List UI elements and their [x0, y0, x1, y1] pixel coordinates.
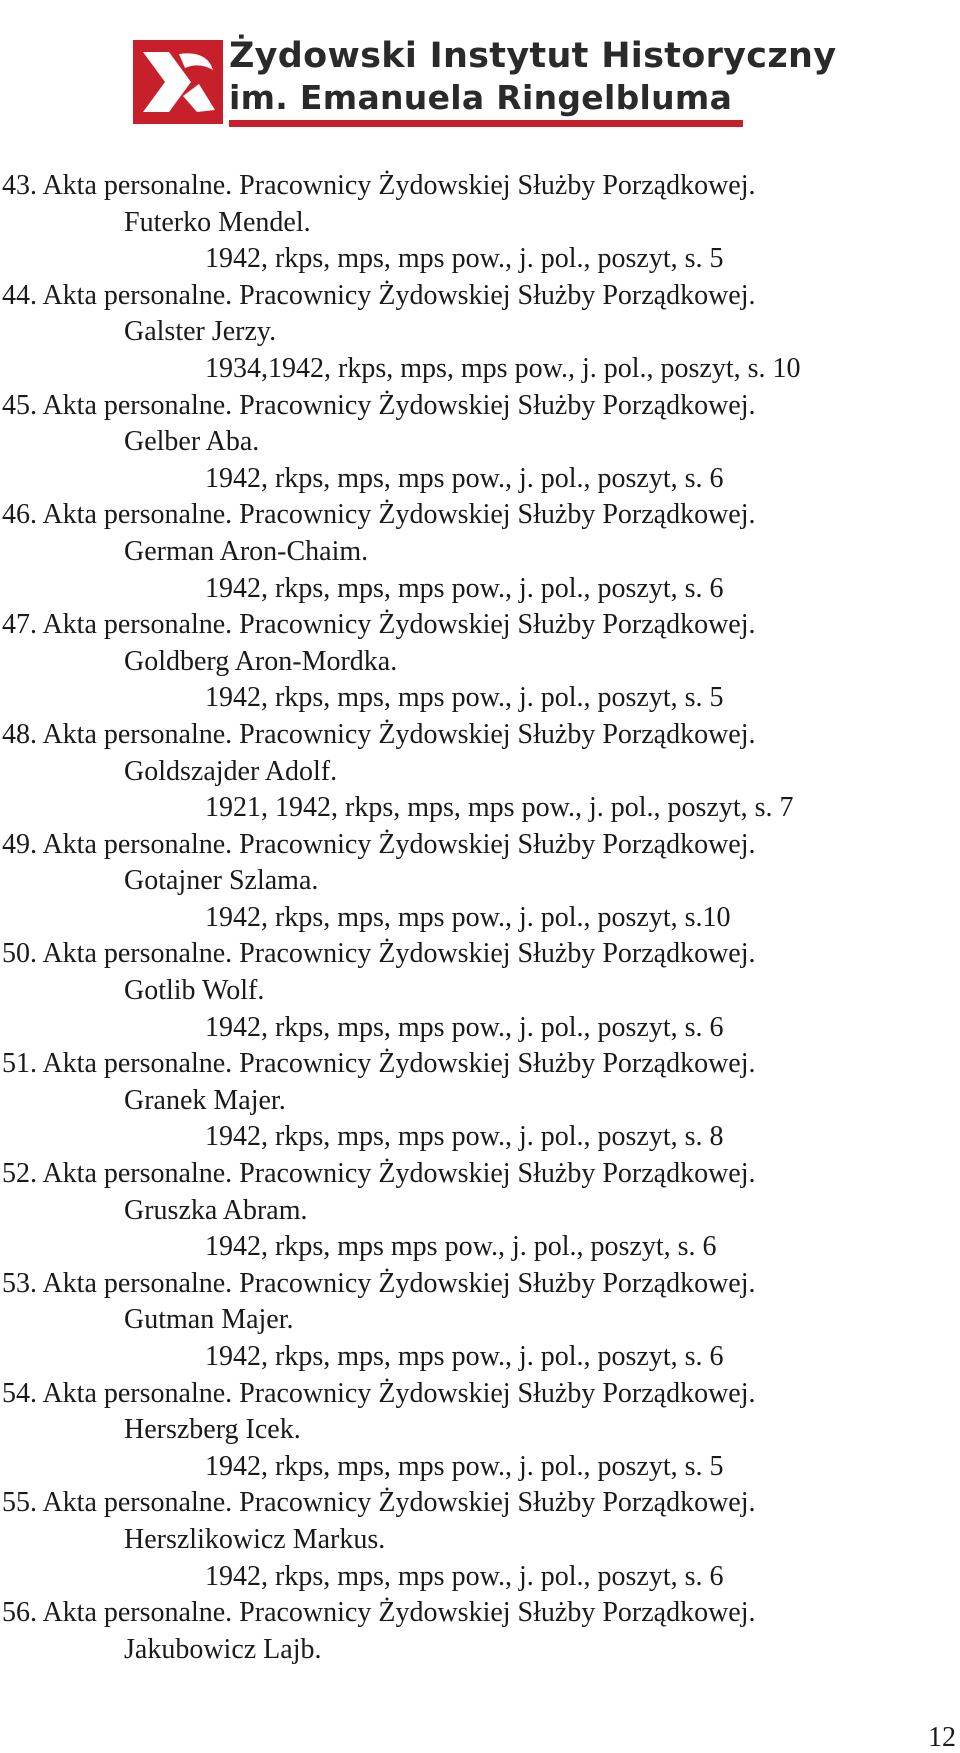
- entry-title-line: 47. Akta personalne. Pracownicy Żydowskiej Służby Porządkowej.: [2, 609, 756, 641]
- archive-entry-list: [0, 168, 960, 1668]
- archive-entry: [0, 278, 960, 388]
- entry-person-name: Herszlikowicz Markus.: [124, 1523, 386, 1555]
- entry-title-line: 53. Akta personalne. Pracownicy Żydowskiej Służby Porządkowej.: [2, 1267, 756, 1299]
- entry-description: 1921, 1942, rkps, mps, mps pow., j. pol., poszyt, s. 7: [205, 792, 794, 824]
- entry-title-line: 46. Akta personalne. Pracownicy Żydowskiej Służby Porządkowej.: [2, 499, 756, 531]
- entry-description: 1942, rkps, mps, mps pow., j. pol., poszyt, s.10: [205, 901, 731, 933]
- entry-person-name: Galster Jerzy.: [124, 316, 277, 348]
- institute-logo: [133, 36, 837, 128]
- entry-description: 1942, rkps, mps mps pow., j. pol., poszyt, s. 6: [205, 1231, 717, 1263]
- archive-entry: [0, 1266, 960, 1376]
- archive-entry: [0, 168, 960, 278]
- entry-person-name: Herszberg Icek.: [124, 1414, 301, 1446]
- entry-description: 1942, rkps, mps, mps pow., j. pol., poszyt, s. 8: [205, 1121, 724, 1153]
- entry-title-line: 48. Akta personalne. Pracownicy Żydowskiej Służby Porządkowej.: [2, 718, 756, 750]
- entry-person-name: Futerko Mendel.: [124, 206, 311, 238]
- archive-entry: [0, 497, 960, 607]
- institute-emblem-icon: [133, 40, 223, 124]
- entry-person-name: Gruszka Abram.: [124, 1194, 308, 1226]
- entry-description: 1942, rkps, mps, mps pow., j. pol., poszyt, s. 6: [205, 572, 724, 604]
- archive-entry: [0, 1156, 960, 1266]
- entry-person-name: Gotajner Szlama.: [124, 865, 319, 897]
- entry-description: 1942, rkps, mps, mps pow., j. pol., poszyt, s. 5: [205, 1450, 724, 1482]
- archive-entry: [0, 1376, 960, 1486]
- entry-title-line: 49. Akta personalne. Pracownicy Żydowskiej Służby Porządkowej.: [2, 828, 756, 860]
- entry-person-name: Granek Majer.: [124, 1084, 286, 1116]
- entry-description: 1942, rkps, mps, mps pow., j. pol., poszyt, s. 5: [205, 243, 724, 275]
- entry-person-name: German Aron-Chaim.: [124, 535, 369, 567]
- entry-title-line: 51. Akta personalne. Pracownicy Żydowskiej Służby Porządkowej.: [2, 1048, 756, 1080]
- entry-title-line: 55. Akta personalne. Pracownicy Żydowskiej Służby Porządkowej.: [2, 1487, 756, 1519]
- entry-description: 1942, rkps, mps, mps pow., j. pol., poszyt, s. 6: [205, 1560, 724, 1592]
- page-number: 12: [928, 1722, 956, 1753]
- logo-title-line1: Żydowski Instytut Historyczny: [229, 36, 837, 76]
- entry-title-line: 50. Akta personalne. Pracownicy Żydowskiej Służby Porządkowej.: [2, 938, 756, 970]
- entry-person-name: Jakubowicz Lajb.: [124, 1633, 322, 1665]
- entry-description: 1942, rkps, mps, mps pow., j. pol., poszyt, s. 6: [205, 1341, 724, 1372]
- entry-description: 1934,1942, rkps, mps, mps pow., j. pol., poszyt, s. 10: [205, 352, 801, 384]
- archive-entry: [0, 717, 960, 827]
- entry-title-line: 54. Akta personalne. Pracownicy Żydowskiej Służby Porządkowej.: [2, 1377, 756, 1409]
- archive-entry: [0, 607, 960, 717]
- entry-description: 1942, rkps, mps, mps pow., j. pol., poszyt, s. 6: [205, 462, 724, 494]
- archive-entry: [0, 1485, 960, 1595]
- entry-person-name: Gotlib Wolf.: [124, 975, 265, 1007]
- archive-entry: [0, 827, 960, 937]
- entry-description: 1942, rkps, mps, mps pow., j. pol., poszyt, s. 5: [205, 682, 724, 714]
- entry-title-line: 45. Akta personalne. Pracownicy Żydowskiej Służby Porządkowej.: [2, 389, 756, 421]
- entry-person-name: Gelber Aba.: [124, 426, 260, 458]
- entry-title-line: 43. Akta personalne. Pracownicy Żydowskiej Służby Porządkowej.: [2, 170, 756, 201]
- archive-entry: [0, 1595, 960, 1668]
- entry-person-name: Gutman Majer.: [124, 1304, 294, 1336]
- entry-title-line: 52. Akta personalne. Pracownicy Żydowskiej Służby Porządkowej.: [2, 1158, 756, 1190]
- logo-title-line2: im. Emanuela Ringelbluma: [229, 78, 733, 117]
- entry-title-line: 56. Akta personalne. Pracownicy Żydowskiej Służby Porządkowej.: [2, 1597, 756, 1629]
- entry-description: 1942, rkps, mps, mps pow., j. pol., poszyt, s. 6: [205, 1011, 724, 1043]
- entry-person-name: Goldszajder Adolf.: [124, 755, 338, 787]
- entry-person-name: Goldberg Aron-Mordka.: [124, 645, 398, 677]
- archive-entry: [0, 388, 960, 498]
- archive-entry: [0, 936, 960, 1046]
- archive-entry: [0, 1046, 960, 1156]
- entry-title-line: 44. Akta personalne. Pracownicy Żydowskiej Służby Porządkowej.: [2, 279, 756, 311]
- logo-underline-bar: [229, 120, 743, 127]
